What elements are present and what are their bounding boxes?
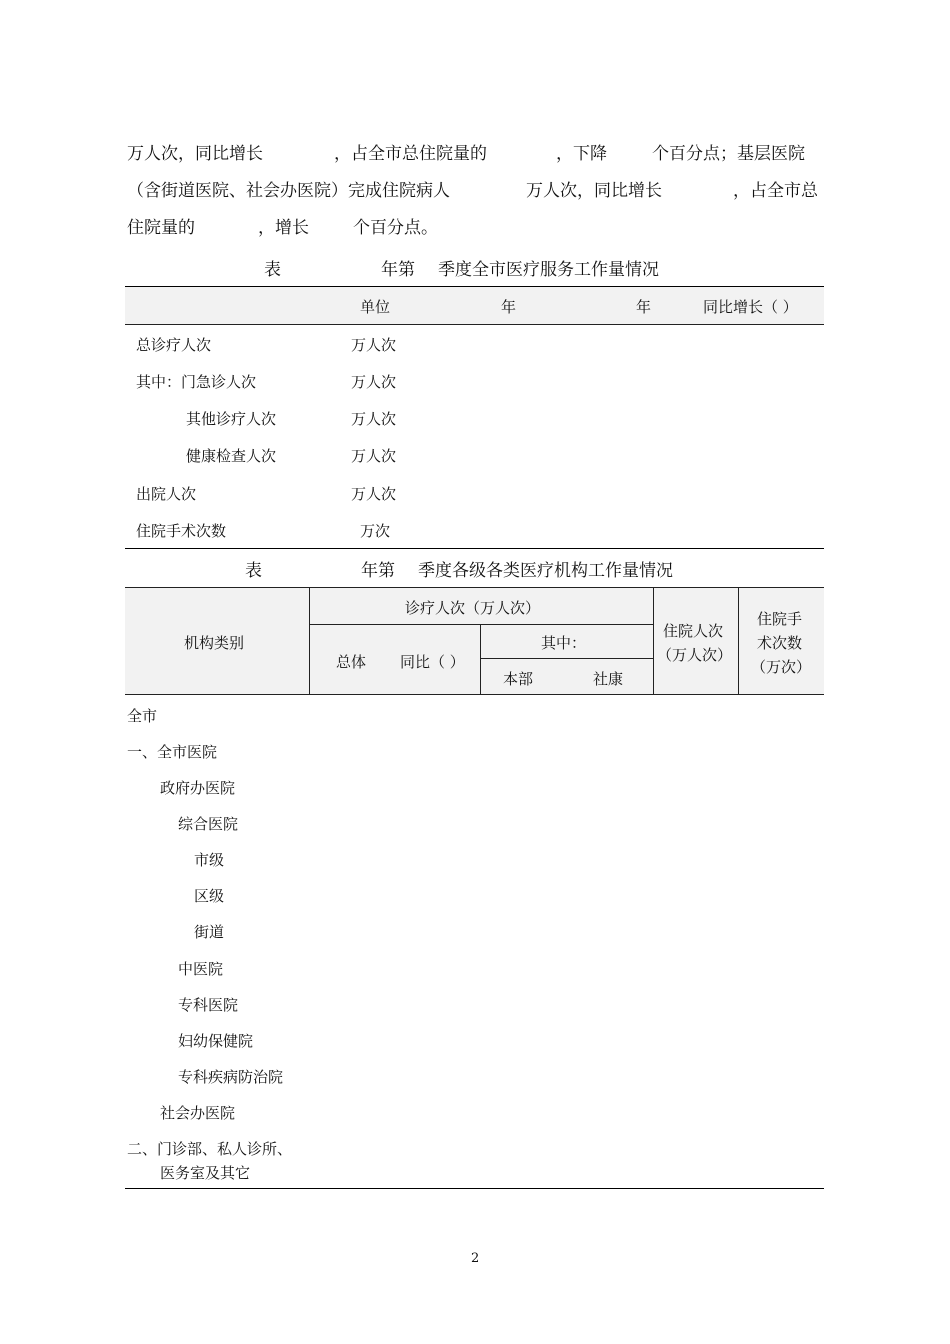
table2-header-total: 总体	[336, 653, 367, 671]
table-row: 妇幼保健院	[178, 1032, 254, 1050]
table1-row-unit: 万人次	[351, 485, 397, 503]
table2-header-yoy: 同比（ ）	[400, 653, 465, 671]
table-row: 专科医院	[178, 996, 239, 1014]
table2-header-rule	[480, 658, 653, 659]
table2-header-category: 机构类别	[184, 634, 245, 652]
table2-top-rule	[125, 587, 824, 588]
table2-header-main-dept: 本部	[503, 670, 534, 688]
table1-header-unit: 单位	[360, 298, 391, 316]
paragraph-text: 个百分点。	[353, 218, 438, 238]
table2-header-rule	[309, 624, 653, 625]
table1-top-rule	[125, 286, 824, 287]
table1-row-label: 总诊疗人次	[136, 336, 212, 354]
table1-row-unit: 万次	[360, 522, 391, 540]
table2-column-divider	[480, 624, 481, 694]
table1-row-unit: 万人次	[351, 410, 397, 428]
table1-row-label: 其中：门急诊人次	[136, 373, 257, 391]
table-row: 综合医院	[178, 815, 239, 833]
paragraph-text: 个百分点；基层医院	[652, 144, 805, 164]
table1-row-label: 其他诊疗人次	[186, 410, 277, 428]
table-row: 市级	[194, 851, 225, 869]
table1-row-label: 健康检查人次	[186, 447, 277, 465]
table-row: 专科疾病防治院	[178, 1068, 284, 1086]
table2-header-surgery-unit: （万次）	[751, 658, 812, 676]
paragraph-text: （含街道医院、社会办医院）完成住院病人	[127, 181, 450, 201]
table1-caption-mid: 年第	[381, 260, 415, 280]
table2-header-surgery: 住院手	[757, 610, 803, 628]
table2-header-bottom-rule	[125, 694, 824, 695]
table-row: 全市	[127, 707, 158, 725]
table2-caption-mid: 年第	[361, 561, 395, 581]
paragraph-text: ，占全市总	[733, 181, 818, 201]
table-row: 一、全市医院	[127, 743, 218, 761]
page-number: 2	[471, 1251, 480, 1266]
table2-caption-prefix: 表	[245, 561, 262, 581]
table2-caption-suffix: 季度各级各类医疗机构工作量情况	[418, 561, 673, 581]
paragraph-text: ，增长	[258, 218, 309, 238]
table1-header-yoy: 同比增长（ ）	[703, 298, 798, 316]
paragraph-text: 万人次，同比增长	[526, 181, 662, 201]
table-row: 二、门诊部、私人诊所、	[127, 1140, 293, 1158]
table1-bottom-rule	[125, 548, 824, 549]
table-row: 区级	[194, 887, 225, 905]
table1-header-year-b: 年	[636, 298, 652, 316]
table2-header-visits: 诊疗人次（万人次）	[405, 599, 541, 617]
table-row: 医务室及其它	[160, 1164, 251, 1182]
table1-header-rule	[125, 324, 824, 325]
table1-caption-prefix: 表	[264, 260, 281, 280]
paragraph-text: ，占全市总住院量的	[334, 144, 487, 164]
paragraph-text: 万人次，同比增长	[127, 144, 263, 164]
table-row: 社会办医院	[160, 1104, 236, 1122]
table-row: 中医院	[178, 960, 224, 978]
table-row: 政府办医院	[160, 779, 236, 797]
table2-column-divider	[738, 587, 739, 694]
table1-row-unit: 万人次	[351, 336, 397, 354]
table2-header-surgery: 术次数	[757, 634, 803, 652]
table2-header-inpatient: 住院人次	[663, 622, 724, 640]
table2-bottom-rule	[125, 1188, 824, 1189]
paragraph-text: ，下降	[556, 144, 607, 164]
table2-header-inpatient-unit: （万人次）	[657, 646, 733, 664]
table1-row-label: 住院手术次数	[136, 522, 227, 540]
table1-row-label: 出院人次	[136, 485, 197, 503]
table2-column-divider	[309, 587, 310, 694]
table1-row-unit: 万人次	[351, 447, 397, 465]
table2-column-divider	[653, 587, 654, 694]
table-row: 街道	[194, 923, 225, 941]
paragraph-text: 住院量的	[127, 218, 195, 238]
table1-header-year-a: 年	[501, 298, 517, 316]
table1-row-unit: 万人次	[351, 373, 397, 391]
table2-header-community: 社康	[593, 670, 624, 688]
table2-header-of-which: 其中：	[541, 634, 587, 652]
table1-caption-suffix: 季度全市医疗服务工作量情况	[438, 260, 659, 280]
